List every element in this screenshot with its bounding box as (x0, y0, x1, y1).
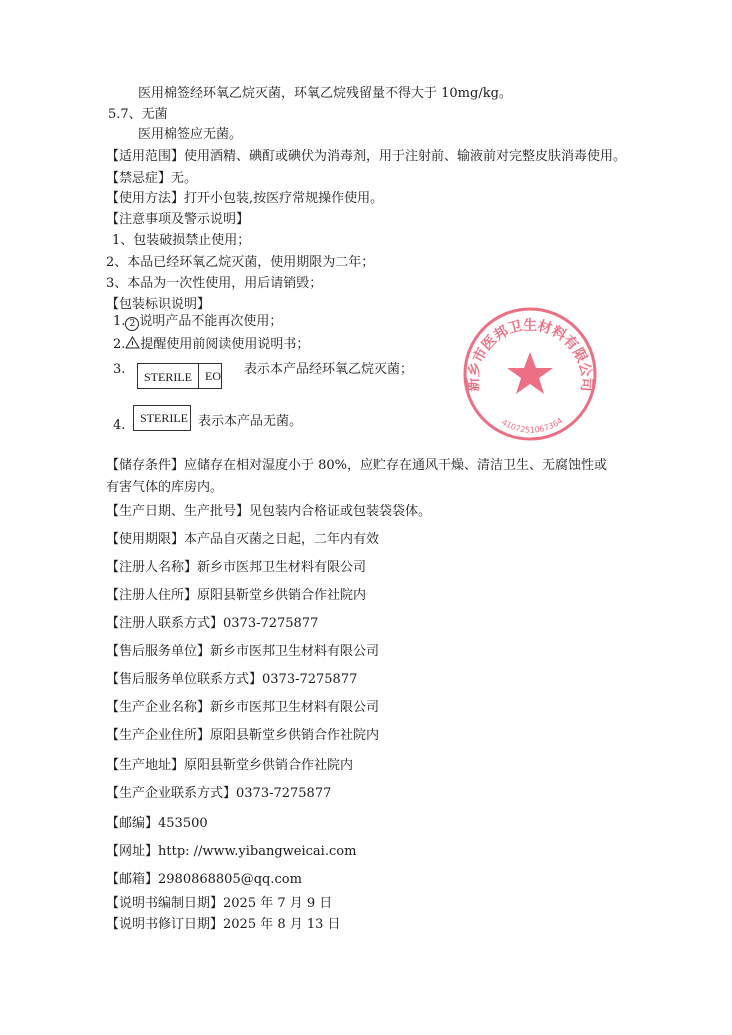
symbol-item-2 (113, 336, 309, 353)
registrant-contact: 【注册人联系方式】0373-7275877 (106, 616, 319, 631)
no-reuse-icon: 2 (125, 317, 139, 331)
symbol-description: 提醒使用前阅读使用说明书； (140, 337, 310, 352)
service-unit: 【售后服务单位】新乡市医邦卫生材料有限公司 (106, 644, 380, 659)
shelf-life-text: 【使用期限】本产品自灭菌之日起，二年内有效 (106, 532, 380, 547)
symbol-number: 2. (113, 337, 126, 352)
compiled-date: 【说明书编制日期】2025 年 7 月 9 日 (106, 896, 333, 911)
sterile-requirement: 医用棉签应无菌。 (138, 127, 243, 142)
production-address: 【生产地址】原阳县靳堂乡供销合作社院内 (106, 758, 354, 773)
sterile-label: STERILE (138, 364, 199, 388)
registrant-name: 【注册人名称】新乡市医邦卫生材料有限公司 (106, 560, 367, 575)
warning-item: 2、本品已经环氧乙烷灭菌，使用期限为二年； (106, 255, 375, 270)
symbol-item-1 (113, 314, 282, 331)
symbol-description: 表示本产品无菌。 (198, 414, 303, 429)
sterile-symbol (133, 405, 191, 431)
website: 【网址】http: //www.yibangweicai.com (106, 844, 357, 859)
symbol-number: 1. (113, 314, 126, 329)
symbol-number: 4. (113, 418, 126, 433)
warning-item: 1、包装破损禁止使用； (112, 233, 251, 248)
sterile-label: STERILE (140, 410, 188, 425)
warnings-heading: 【注意事项及警示说明】 (106, 212, 250, 227)
manufacturer-address: 【生产企业住所】原阳县靳堂乡供销合作社院内 (106, 728, 380, 743)
storage-text: 【储存条件】应储存在相对湿度小于 80%，应贮存在通风干燥、清洁卫生、无腐蚀性或 (106, 458, 608, 473)
service-contact: 【售后服务单位联系方式】0373-7275877 (106, 672, 358, 687)
eo-label: EO (205, 369, 221, 383)
manufacturer-contact: 【生产企业联系方式】0373-7275877 (106, 786, 332, 801)
manufacturer-name: 【生产企业名称】新乡市医邦卫生材料有限公司 (106, 700, 380, 715)
eo-residue-text: 医用棉签经环氧乙烷灭菌，环氧乙烷残留量不得大于 10mg/kg。 (138, 86, 512, 101)
batch-text: 【生产日期、生产批号】见包装内合格证或包装袋袋体。 (106, 504, 432, 519)
seal-company-text: 新乡市医邦卫生材料有限公司 (465, 317, 595, 392)
postcode: 【邮编】453500 (106, 816, 208, 831)
scope-text: 【适用范围】使用酒精、碘酊或碘伏为消毒剂，用于注射前、输液前对完整皮肤消毒使用。 (106, 149, 627, 164)
symbols-heading: 【包装标识说明】 (106, 297, 211, 312)
seal-code-text: 4107251067364 (499, 416, 565, 435)
symbol-description: 表示本产品经环氧乙烷灭菌； (244, 362, 414, 377)
svg-text:4107251067364 (500, 416, 564, 435)
symbol-number: 3. (113, 362, 126, 377)
revised-date: 【说明书修订日期】2025 年 8 月 13 日 (106, 917, 341, 932)
email: 【邮箱】2980868805@qq.com (106, 872, 302, 887)
symbol-description: 说明产品不能再次使用； (139, 314, 283, 329)
company-seal (462, 306, 598, 442)
registrant-address: 【注册人住所】原阳县靳堂乡供销合作社院内 (106, 588, 367, 603)
warning-triangle-icon (125, 336, 140, 349)
svg-text:新乡市医邦卫生材料有限公司 (465, 317, 596, 392)
section-5-7-heading: 5.7、无菌 (108, 107, 168, 122)
warning-item: 3、本品为一次性使用，用后请销毁； (106, 276, 323, 291)
storage-text-cont: 有害气体的库房内。 (106, 480, 224, 495)
usage-text: 【使用方法】打开小包装,按医疗常规操作使用。 (106, 191, 384, 206)
contraindication-text: 【禁忌症】无。 (106, 171, 198, 186)
sterile-eo-symbol (137, 363, 222, 389)
